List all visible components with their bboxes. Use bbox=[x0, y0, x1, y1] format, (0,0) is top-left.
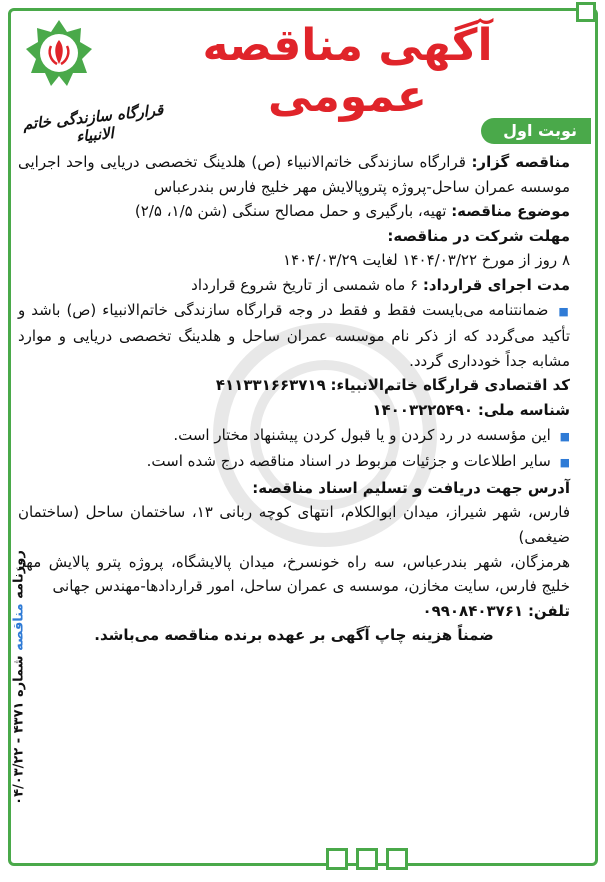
address-label: آدرس جهت دریافت و تسلیم اسناد مناقصه: bbox=[252, 478, 570, 497]
decor-square bbox=[386, 848, 408, 870]
side-label-brand: مناقصه bbox=[11, 603, 27, 651]
guarantee-text: ضمانتنامه می‌بایست فقط و فقط در وجه قرارگاه سازندگی خاتم‌الانبیاء (ص) باشد و تأکید می‌گردد که از ذکر نام موسسه عمران ساحل و هلدینگ تخصصی دریایی و موارد مشابه جداً خودداری گردد. bbox=[18, 300, 570, 370]
decor-square bbox=[326, 848, 348, 870]
deadline-text: ۸ روز از مورخ ۱۴۰۴/۰۳/۲۲ لغایت ۱۴۰۴/۰۳/۲۹ bbox=[283, 251, 570, 270]
national-id-label: شناسه ملی: bbox=[477, 400, 570, 419]
national-id-line bbox=[18, 398, 570, 423]
note1-line bbox=[18, 423, 570, 450]
round-badge: نوبت اول bbox=[481, 118, 591, 144]
note1-text: این مؤسسه در رد کردن و یا قبول کردن پیشنهاد مختار است. bbox=[173, 425, 551, 444]
tenderer-paragraph bbox=[18, 150, 570, 199]
note2-text: سایر اطلاعات و جزئیات مربوط در اسناد مناقصه درج شده است. bbox=[146, 452, 551, 471]
address-label-line bbox=[18, 476, 570, 501]
org-signature: قرارگاه سازندگی خاتم الانبیاء bbox=[22, 100, 165, 146]
side-label-issue: شماره ۴۳۷۱ - ۰۴/۰۳/۲۲ bbox=[11, 655, 27, 805]
duration-label: مدت اجرای قرارداد: bbox=[422, 275, 570, 294]
note2-line bbox=[18, 449, 570, 476]
ad-title: آگهی مناقصه عمومی bbox=[202, 20, 493, 122]
duration-text: ۶ ماه شمسی از تاریخ شروع قرارداد bbox=[191, 275, 419, 294]
final-note: ضمناً هزینه چاپ آگهی بر عهده برنده مناقصه می‌باشد. bbox=[94, 626, 494, 645]
subject-label: موضوع مناقصه: bbox=[451, 202, 570, 221]
econ-code-label: کد اقتصادی قرارگاه خاتم‌الانبیاء: bbox=[330, 376, 570, 395]
bullet-square-icon: ■ bbox=[559, 429, 570, 443]
tenderer-text: قرارگاه سازندگی خاتم‌الانبیاء (ص) هلدینگ تخصصی دریایی واحد اجرایی موسسه عمران ساحل-پروژه پتروپالایش مهر خلیج فارس بندرعباس bbox=[18, 153, 570, 196]
econ-code-value: ۴۱۱۳۳۱۶۶۳۷۱۹ bbox=[215, 376, 326, 395]
decor-square bbox=[356, 848, 378, 870]
address2-text: هرمزگان، شهر بندرعباس، سه راه خونسرخ، میدان پالایشگاه، پروژه پترو پالایش مهر خلیج فارس، سایت مخازن، موسسه ی عمران ساحل، امور قراردادها-مهندس جهانی bbox=[18, 552, 570, 596]
deadline-text-line bbox=[18, 248, 570, 273]
address1-paragraph bbox=[18, 500, 570, 549]
subject-paragraph bbox=[18, 199, 570, 224]
national-id-value: ۱۴۰۰۳۲۲۵۴۹۰ bbox=[372, 400, 474, 419]
guarantee-paragraph bbox=[18, 298, 570, 374]
deadline-label: مهلت شرکت در مناقصه: bbox=[387, 226, 570, 245]
iran-emblem-icon bbox=[24, 18, 94, 88]
address2-paragraph bbox=[18, 550, 570, 599]
phone-value: ۰۹۹۰۸۴۰۳۷۶۱ bbox=[422, 601, 524, 620]
ad-body bbox=[18, 150, 570, 648]
deadline-label-line bbox=[18, 224, 570, 249]
side-label-prefix: روزنامه bbox=[11, 550, 27, 599]
bottom-decoration bbox=[326, 848, 408, 870]
corner-square-top-right bbox=[576, 2, 596, 22]
phone-line bbox=[18, 599, 570, 624]
bullet-square-icon: ■ bbox=[559, 456, 570, 470]
subject-text: تهیه، بارگیری و حمل مصالح سنگی (شن ۱/۵، ۲/۵) bbox=[134, 202, 447, 221]
econ-code-line bbox=[18, 373, 570, 398]
tenderer-label: مناقصه گزار: bbox=[471, 153, 570, 171]
side-newspaper-label bbox=[4, 520, 27, 850]
phone-label: تلفن: bbox=[527, 601, 570, 620]
duration-paragraph bbox=[18, 273, 570, 298]
address1-text: فارس، شهر شیراز، میدان ابوالکلام، انتهای کوچه ربانی ۱۳، ساختمان ساحل (ساختمان ضیغمی) bbox=[18, 503, 570, 546]
bullet-square-icon: ■ bbox=[558, 304, 570, 318]
